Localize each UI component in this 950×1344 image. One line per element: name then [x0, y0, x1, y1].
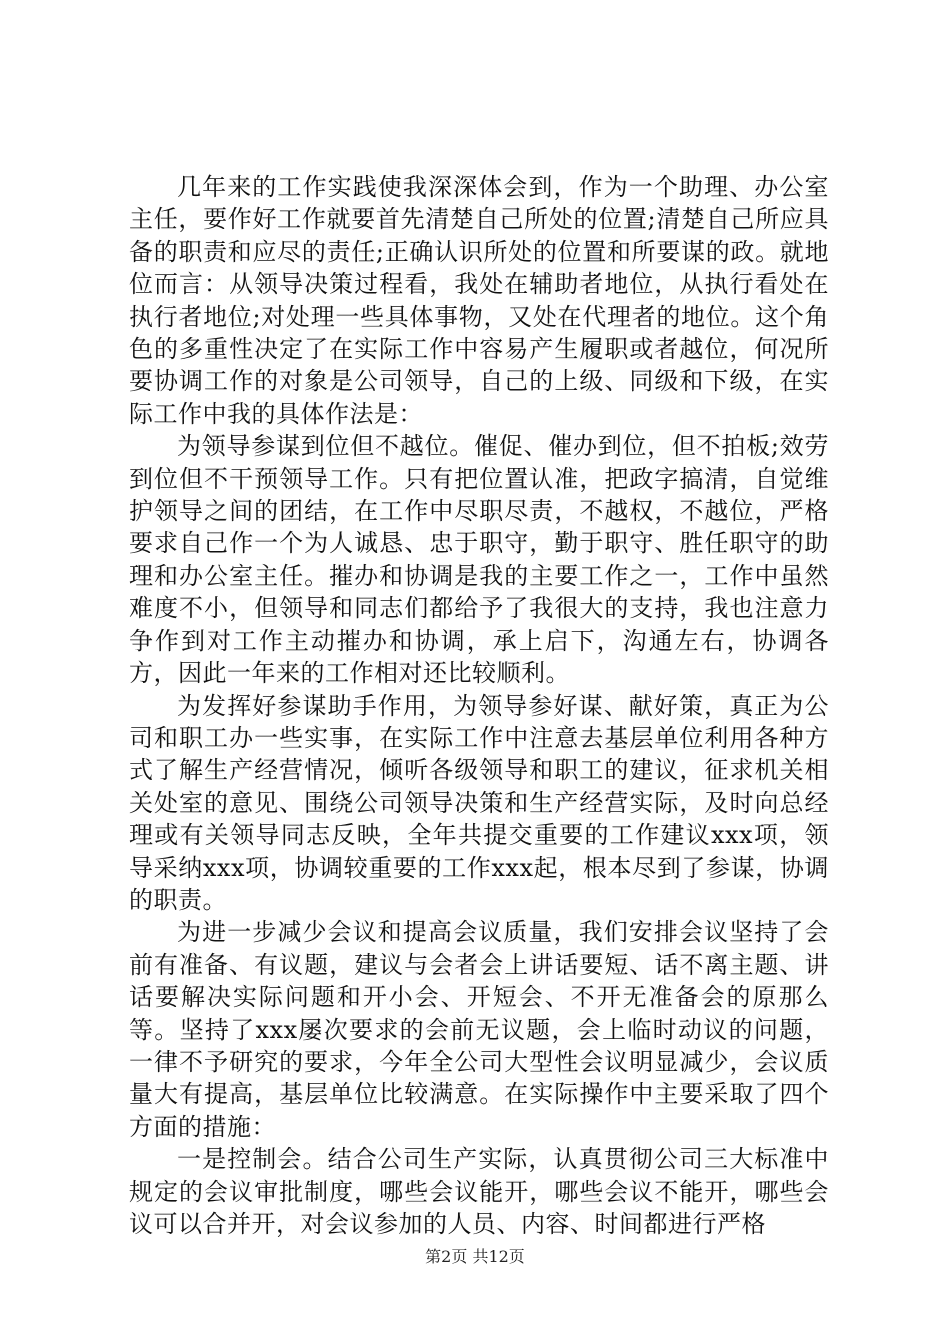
- paragraph-2: 为领导参谋到位但不越位。催促、催办到位，但不拍板;效劳到位但不干预领导工作。只有把位置认准，把政字搞清，自觉维护领导之间的团结，在工作中尽职尽责，不越权，不越位，严格要求自己作一个为人诚恳、忠于职守，勤于职守、胜任职守的助理和办公室主任。摧办和协调是我的主要工作之一，工作中虽然难度不小，但领导和同志们都给予了我很大的支持，我也注意力争作到对工作主动摧办和协调，承上启下，沟通左右，协调各方，因此一年来的工作相对还比较顺利。: [129, 432, 829, 688]
- paragraph-1: 几年来的工作实践使我深深体会到，作为一个助理、办公室主任，要作好工作就要首先清楚自己所处的位置;清楚自己所应具备的职责和应尽的责任;正确认识所处的位置和所要谋的政。就地位而言：从领导决策过程看，我处在辅助者地位，从执行看处在执行者地位;对处理一些具体事物，又处在代理者的地位。这个角色的多重性决定了在实际工作中容易产生履职或者越位，何况所要协调工作的对象是公司领导，自己的上级、同级和下级，在实际工作中我的具体作法是：: [129, 173, 829, 428]
- page-number-footer: 第2页 共12页: [425, 1247, 525, 1266]
- paragraph-5: 一是控制会。结合公司生产实际，认真贯彻公司三大标准中规定的会议审批制度，哪些会议能开，哪些会议不能开，哪些会议可以合并开，对会议参加的人员、内容、时间都进行严格: [129, 1145, 829, 1238]
- paragraph-4: 为进一步减少会议和提高会议质量，我们安排会议坚持了会前有准备、有议题，建议与会者会上讲话要短、话不离主题、讲话要解决实际问题和开小会、开短会、不开无准备会的原那么等。坚持了xxx屡次要求的会前无议题，会上临时动议的问题，一律不予研究的要求，今年全公司大型性会议明显减少，会议质量大有提高，基层单位比较满意。在实际操作中主要采取了四个方面的措施：: [129, 918, 829, 1141]
- document-body: [129, 171, 829, 1240]
- paragraph-3: 为发挥好参谋助手作用，为领导参好谋、献好策，真正为公司和职工办一些实事，在实际工作中注意去基层单位利用各种方式了解生产经营情况，倾听各级领导和职工的建议，征求机关相关处室的意见、围绕公司领导决策和生产经营实际，及时向总经理或有关领导同志反映，全年共提交重要的工作建议xxx项，领导采纳xxx项，协调较重要的工作xxx起，根本尽到了参谋，协调的职责。: [129, 691, 829, 914]
